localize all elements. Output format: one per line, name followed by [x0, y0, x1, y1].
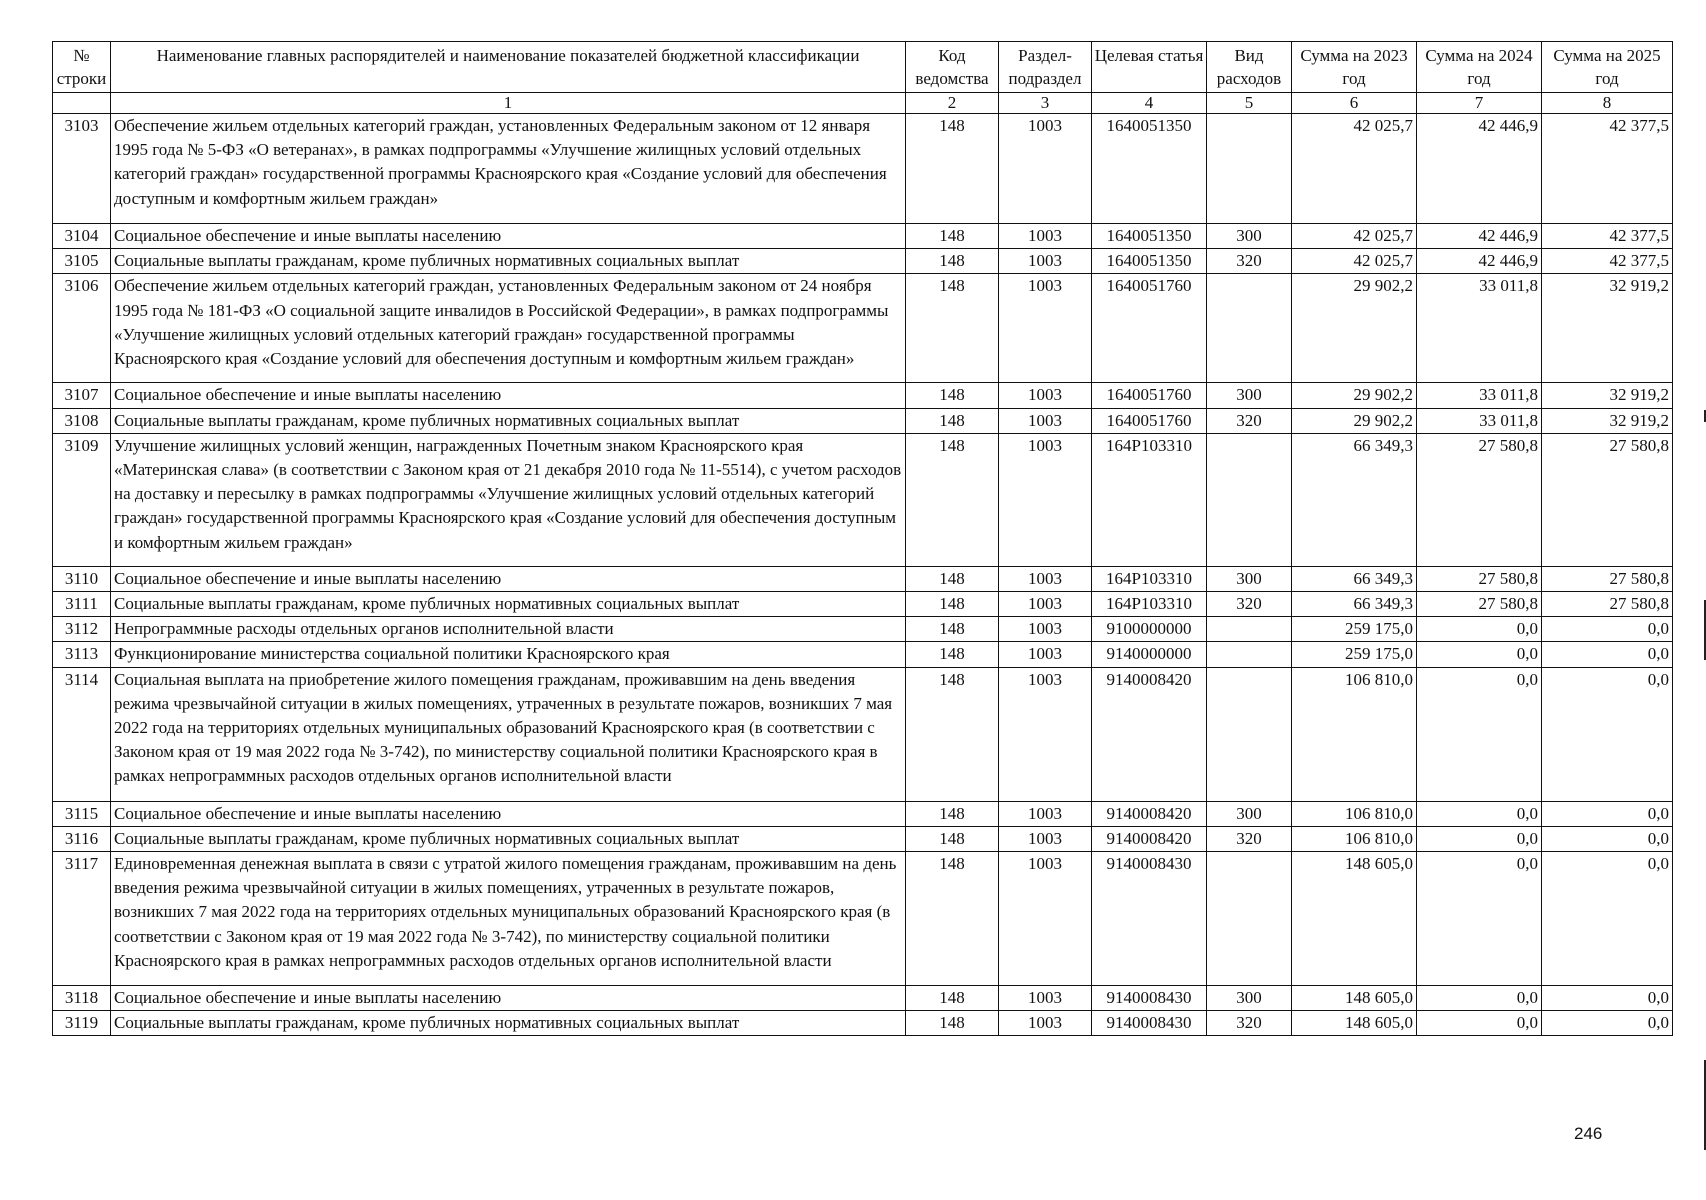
- column-number: 5: [1207, 93, 1292, 114]
- sum-2024: 42 446,9: [1417, 224, 1542, 249]
- row-number: 3107: [53, 383, 111, 408]
- sum-2024: 0,0: [1417, 667, 1542, 801]
- sum-2025: 0,0: [1542, 852, 1673, 986]
- dept-code: 148: [906, 114, 999, 224]
- row-number: 3112: [53, 617, 111, 642]
- row-name: Социальное обеспечение и иные выплаты населению: [111, 383, 906, 408]
- section-code: 1003: [999, 852, 1092, 986]
- column-number: 1: [111, 93, 906, 114]
- sum-2023: 66 349,3: [1292, 566, 1417, 591]
- section-code: 1003: [999, 1011, 1092, 1036]
- sum-2023: 29 902,2: [1292, 383, 1417, 408]
- sum-2023: 42 025,7: [1292, 114, 1417, 224]
- column-number: 4: [1092, 93, 1207, 114]
- table-row: [53, 114, 1673, 224]
- sum-2024: 33 011,8: [1417, 274, 1542, 383]
- sum-2023: 148 605,0: [1292, 852, 1417, 986]
- row-number: 3113: [53, 642, 111, 667]
- row-name: Социальное обеспечение и иные выплаты населению: [111, 986, 906, 1011]
- row-name: Социальное обеспечение и иные выплаты населению: [111, 566, 906, 591]
- section-code: 1003: [999, 566, 1092, 591]
- target-code: 9140008420: [1092, 801, 1207, 826]
- section-code: 1003: [999, 274, 1092, 383]
- sum-2024: 0,0: [1417, 617, 1542, 642]
- expense-type: [1207, 433, 1292, 566]
- column-number-row: [53, 93, 1673, 114]
- column-number: 8: [1542, 93, 1673, 114]
- dept-code: 148: [906, 249, 999, 274]
- expense-type: 300: [1207, 566, 1292, 591]
- sum-2024: 27 580,8: [1417, 592, 1542, 617]
- expense-type: [1207, 114, 1292, 224]
- row-name: Улучшение жилищных условий женщин, награжденных Почетным знаком Красноярского края «Материнская слава» (в соответствии с Законом края от 21 декабря 2010 года № 11-5514), с учетом расходов на доставку и пересылку в рамках подпрограммы «Улучшение жилищных условий отдельных категорий граждан» государственной программы Красноярского края «Создание условий для обеспечения доступным и комфортным жильем граждан»: [111, 433, 906, 566]
- table-row: [53, 826, 1673, 851]
- header-row-no: № строки: [53, 42, 111, 93]
- row-number: 3118: [53, 986, 111, 1011]
- row-name: Социальные выплаты гражданам, кроме публичных нормативных социальных выплат: [111, 408, 906, 433]
- target-code: 9140008430: [1092, 986, 1207, 1011]
- row-name: Непрограммные расходы отдельных органов исполнительной власти: [111, 617, 906, 642]
- column-number: 2: [906, 93, 999, 114]
- sum-2023: 106 810,0: [1292, 801, 1417, 826]
- row-number: 3103: [53, 114, 111, 224]
- sum-2023: 42 025,7: [1292, 249, 1417, 274]
- row-number: 3110: [53, 566, 111, 591]
- table-header-row: [53, 42, 1673, 93]
- section-code: 1003: [999, 408, 1092, 433]
- sum-2025: 0,0: [1542, 826, 1673, 851]
- row-name: Социальные выплаты гражданам, кроме публичных нормативных социальных выплат: [111, 592, 906, 617]
- sum-2025: 42 377,5: [1542, 249, 1673, 274]
- sum-2023: 148 605,0: [1292, 1011, 1417, 1036]
- sum-2025: 42 377,5: [1542, 224, 1673, 249]
- target-code: 1640051350: [1092, 114, 1207, 224]
- sum-2025: 0,0: [1542, 667, 1673, 801]
- dept-code: 148: [906, 224, 999, 249]
- sum-2024: 0,0: [1417, 642, 1542, 667]
- dept-code: 148: [906, 617, 999, 642]
- sum-2024: 27 580,8: [1417, 433, 1542, 566]
- section-code: 1003: [999, 383, 1092, 408]
- target-code: 9140008420: [1092, 826, 1207, 851]
- section-code: 1003: [999, 433, 1092, 566]
- dept-code: 148: [906, 592, 999, 617]
- table-row: [53, 667, 1673, 801]
- target-code: 1640051350: [1092, 249, 1207, 274]
- section-code: 1003: [999, 114, 1092, 224]
- row-number: 3111: [53, 592, 111, 617]
- sum-2024: 0,0: [1417, 826, 1542, 851]
- row-name: Социальная выплата на приобретение жилого помещения гражданам, проживавшим на день введения режима чрезвычайной ситуации в жилых помещениях, утраченных в результате пожаров, возникших 7 мая 2022 года на территориях отдельных муниципальных образований Красноярского края (в соответствии с Законом края от 19 мая 2022 года № 3-742), по министерству социальной политики Красноярского края в рамках непрограммных расходов отдельных органов исполнительной власти: [111, 667, 906, 801]
- table-row: [53, 408, 1673, 433]
- sum-2024: 0,0: [1417, 986, 1542, 1011]
- header-sum-2023: Сумма на 2023 год: [1292, 42, 1417, 93]
- sum-2024: 33 011,8: [1417, 408, 1542, 433]
- header-sum-2025: Сумма на 2025 год: [1542, 42, 1673, 93]
- sum-2023: 29 902,2: [1292, 274, 1417, 383]
- sum-2025: 27 580,8: [1542, 433, 1673, 566]
- dept-code: 148: [906, 1011, 999, 1036]
- sum-2025: 0,0: [1542, 617, 1673, 642]
- table-row: [53, 224, 1673, 249]
- expense-type: 300: [1207, 801, 1292, 826]
- table-row: [53, 592, 1673, 617]
- sum-2025: 27 580,8: [1542, 566, 1673, 591]
- table-row: [53, 852, 1673, 986]
- table-row: [53, 1011, 1673, 1036]
- sum-2023: 66 349,3: [1292, 433, 1417, 566]
- target-code: 164P103310: [1092, 592, 1207, 617]
- sum-2024: 27 580,8: [1417, 566, 1542, 591]
- expense-type: [1207, 667, 1292, 801]
- section-code: 1003: [999, 642, 1092, 667]
- expense-type: 300: [1207, 383, 1292, 408]
- expense-type: 320: [1207, 1011, 1292, 1036]
- section-code: 1003: [999, 986, 1092, 1011]
- sum-2024: 42 446,9: [1417, 114, 1542, 224]
- header-target: Целевая статья: [1092, 42, 1207, 93]
- sum-2025: 32 919,2: [1542, 274, 1673, 383]
- row-number: 3104: [53, 224, 111, 249]
- target-code: 9140008430: [1092, 852, 1207, 986]
- row-name: Обеспечение жильем отдельных категорий граждан, установленных Федеральным законом от 12 января 1995 года № 5-ФЗ «О ветеранах», в рамках подпрограммы «Улучшение жилищных условий отдельных категорий граждан» государственной программы Красноярского края «Создание условий для обеспечения доступным и комфортным жильем граждан»: [111, 114, 906, 224]
- header-expense-type: Вид расходов: [1207, 42, 1292, 93]
- dept-code: 148: [906, 826, 999, 851]
- expense-type: [1207, 617, 1292, 642]
- sum-2023: 259 175,0: [1292, 617, 1417, 642]
- row-number: 3106: [53, 274, 111, 383]
- sum-2025: 0,0: [1542, 642, 1673, 667]
- table-row: [53, 249, 1673, 274]
- target-code: 164P103310: [1092, 433, 1207, 566]
- target-code: 9140008420: [1092, 667, 1207, 801]
- budget-table: [52, 41, 1673, 1036]
- sum-2025: 42 377,5: [1542, 114, 1673, 224]
- dept-code: 148: [906, 408, 999, 433]
- target-code: 9100000000: [1092, 617, 1207, 642]
- sum-2025: 0,0: [1542, 1011, 1673, 1036]
- expense-type: 320: [1207, 592, 1292, 617]
- target-code: 1640051760: [1092, 408, 1207, 433]
- dept-code: 148: [906, 801, 999, 826]
- row-number: 3108: [53, 408, 111, 433]
- section-code: 1003: [999, 667, 1092, 801]
- section-code: 1003: [999, 826, 1092, 851]
- table-body: [53, 114, 1673, 1036]
- column-number: 3: [999, 93, 1092, 114]
- row-name: Социальные выплаты гражданам, кроме публичных нормативных социальных выплат: [111, 249, 906, 274]
- row-name: Функционирование министерства социальной политики Красноярского края: [111, 642, 906, 667]
- sum-2025: 32 919,2: [1542, 408, 1673, 433]
- sum-2023: 42 025,7: [1292, 224, 1417, 249]
- target-code: 164P103310: [1092, 566, 1207, 591]
- sum-2025: 0,0: [1542, 801, 1673, 826]
- column-number: 7: [1417, 93, 1542, 114]
- page-number: 246: [1574, 1124, 1603, 1143]
- expense-type: 300: [1207, 224, 1292, 249]
- row-name: Обеспечение жильем отдельных категорий граждан, установленных Федеральным законом от 24 ноября 1995 года № 181-ФЗ «О социальной защите инвалидов в Российской Федерации», в рамках подпрограммы «Улучшение жилищных условий отдельных категорий граждан» государственной программы Красноярского края «Создание условий для обеспечения доступным и комфортным жильем граждан»: [111, 274, 906, 383]
- section-code: 1003: [999, 224, 1092, 249]
- table-row: [53, 433, 1673, 566]
- header-dept-code: Код ведомства: [906, 42, 999, 93]
- header-name: Наименование главных распорядителей и наименование показателей бюджетной классификации: [111, 42, 906, 93]
- section-code: 1003: [999, 249, 1092, 274]
- sum-2023: 259 175,0: [1292, 642, 1417, 667]
- sum-2025: 0,0: [1542, 986, 1673, 1011]
- row-number: 3105: [53, 249, 111, 274]
- sum-2024: 0,0: [1417, 852, 1542, 986]
- table-row: [53, 274, 1673, 383]
- sum-2023: 106 810,0: [1292, 826, 1417, 851]
- sum-2023: 148 605,0: [1292, 986, 1417, 1011]
- sum-2024: 42 446,9: [1417, 249, 1542, 274]
- expense-type: [1207, 852, 1292, 986]
- sum-2023: 106 810,0: [1292, 667, 1417, 801]
- sum-2024: 0,0: [1417, 1011, 1542, 1036]
- row-name: Социальные выплаты гражданам, кроме публичных нормативных социальных выплат: [111, 826, 906, 851]
- target-code: 1640051350: [1092, 224, 1207, 249]
- expense-type: [1207, 274, 1292, 383]
- section-code: 1003: [999, 617, 1092, 642]
- section-code: 1003: [999, 592, 1092, 617]
- row-name: Социальное обеспечение и иные выплаты населению: [111, 224, 906, 249]
- dept-code: 148: [906, 383, 999, 408]
- sum-2023: 29 902,2: [1292, 408, 1417, 433]
- expense-type: 320: [1207, 826, 1292, 851]
- row-number: 3114: [53, 667, 111, 801]
- sum-2025: 32 919,2: [1542, 383, 1673, 408]
- row-name: Единовременная денежная выплата в связи с утратой жилого помещения гражданам, проживавшим на день введения режима чрезвычайной ситуации в жилых помещениях, утраченных в результате пожаров, возникших 7 мая 2022 года на территориях отдельных муниципальных образований Красноярского края (в соответствии с Законом края от 19 мая 2022 года № 3-742), по министерству социальной политики Красноярского края в рамках непрограммных расходов отдельных органов исполнительной власти: [111, 852, 906, 986]
- sum-2023: 66 349,3: [1292, 592, 1417, 617]
- expense-type: 300: [1207, 986, 1292, 1011]
- table-row: [53, 642, 1673, 667]
- expense-type: 320: [1207, 408, 1292, 433]
- expense-type: [1207, 642, 1292, 667]
- row-number: 3109: [53, 433, 111, 566]
- table-row: [53, 617, 1673, 642]
- row-name: Социальное обеспечение и иные выплаты населению: [111, 801, 906, 826]
- table-row: [53, 986, 1673, 1011]
- table-row: [53, 383, 1673, 408]
- target-code: 1640051760: [1092, 383, 1207, 408]
- dept-code: 148: [906, 433, 999, 566]
- target-code: 9140008430: [1092, 1011, 1207, 1036]
- dept-code: 148: [906, 642, 999, 667]
- dept-code: 148: [906, 852, 999, 986]
- column-number: 6: [1292, 93, 1417, 114]
- dept-code: 148: [906, 274, 999, 383]
- target-code: 1640051760: [1092, 274, 1207, 383]
- dept-code: 148: [906, 667, 999, 801]
- dept-code: 148: [906, 566, 999, 591]
- target-code: 9140000000: [1092, 642, 1207, 667]
- row-name: Социальные выплаты гражданам, кроме публичных нормативных социальных выплат: [111, 1011, 906, 1036]
- header-sum-2024: Сумма на 2024 год: [1417, 42, 1542, 93]
- row-number: 3115: [53, 801, 111, 826]
- header-section: Раздел-подраздел: [999, 42, 1092, 93]
- sum-2025: 27 580,8: [1542, 592, 1673, 617]
- table-row: [53, 801, 1673, 826]
- sum-2024: 33 011,8: [1417, 383, 1542, 408]
- table-row: [53, 566, 1673, 591]
- section-code: 1003: [999, 801, 1092, 826]
- column-number: [53, 93, 111, 114]
- expense-type: 320: [1207, 249, 1292, 274]
- row-number: 3116: [53, 826, 111, 851]
- row-number: 3119: [53, 1011, 111, 1036]
- row-number: 3117: [53, 852, 111, 986]
- sum-2024: 0,0: [1417, 801, 1542, 826]
- dept-code: 148: [906, 986, 999, 1011]
